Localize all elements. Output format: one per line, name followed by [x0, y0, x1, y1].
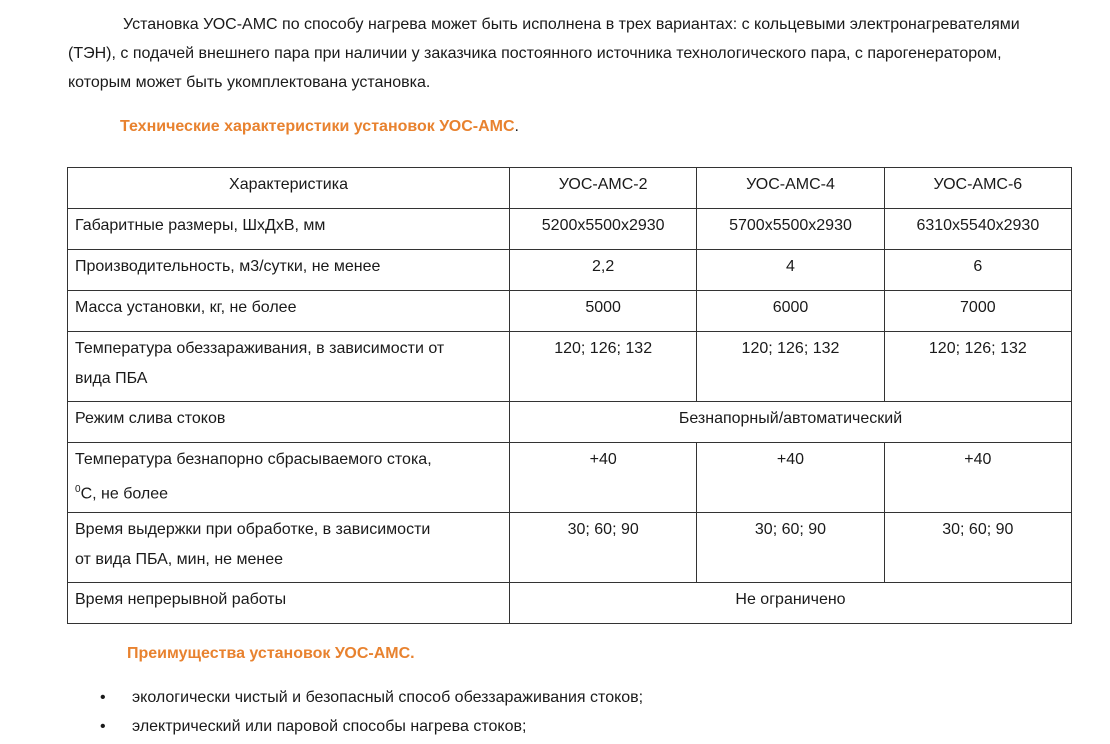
cell-value: 120; 126; 132	[697, 332, 884, 402]
cell-value: +40	[510, 443, 697, 513]
row-label-line2: от вида ПБА, мин, не менее	[75, 551, 284, 568]
table-row	[68, 513, 1072, 583]
table-header-row	[68, 168, 1072, 209]
row-label-line2: С, не более	[80, 485, 169, 503]
cell-value: 4	[697, 250, 884, 291]
cell-value: 6000	[697, 291, 884, 332]
intro-paragraph: Установка УОС-АМС по способу нагрева может быть исполнена в трех вариантах: с кольцевыми электронагревателями (ТЭН), с подачей внешнего пара при наличии у заказчика постоянного источника технологического пара, с парогенератором, которым может быть укомплектована установка.	[68, 16, 1020, 91]
list-item-text: электрический или паровой способы нагрева стоков;	[132, 718, 527, 735]
row-label: Габаритные размеры, ШхДхВ, мм	[68, 209, 510, 250]
header-model-4: УОС-АМС-4	[697, 168, 884, 209]
advantages-list	[100, 683, 643, 741]
header-model-2: УОС-АМС-2	[510, 168, 697, 209]
specs-heading-dot: .	[514, 118, 519, 135]
advantages-heading: Преимущества установок УОС-АМС.	[127, 645, 415, 662]
row-label	[68, 443, 510, 513]
table-row	[68, 250, 1072, 291]
row-label: Масса установки, кг, не более	[68, 291, 510, 332]
cell-value: 30; 60; 90	[510, 513, 697, 583]
table-row	[68, 443, 1072, 513]
cell-value: 5700x5500x2930	[697, 209, 884, 250]
header-model-6: УОС-АМС-6	[884, 168, 1071, 209]
row-label	[68, 513, 510, 583]
row-label-line1: Температура обеззараживания, в зависимости от	[75, 340, 445, 357]
cell-value: 6	[884, 250, 1071, 291]
cell-merged-value: Не ограничено	[510, 583, 1072, 624]
specs-table	[67, 167, 1072, 624]
cell-value: 5000	[510, 291, 697, 332]
specs-heading	[120, 118, 519, 136]
row-label-line1: Время выдержки при обработке, в зависимости	[75, 521, 431, 538]
row-label: Производительность, м3/сутки, не менее	[68, 250, 510, 291]
row-label	[68, 332, 510, 402]
cell-value: 120; 126; 132	[884, 332, 1071, 402]
cell-value: +40	[697, 443, 884, 513]
table-row	[68, 332, 1072, 402]
header-characteristic: Характеристика	[68, 168, 510, 209]
list-item	[100, 683, 643, 712]
row-label: Режим слива стоков	[68, 402, 510, 443]
cell-value: 2,2	[510, 250, 697, 291]
list-item	[100, 712, 643, 741]
bullet-icon: •	[100, 718, 106, 735]
cell-merged-value: Безнапорный/автоматический	[510, 402, 1072, 443]
cell-value: 6310x5540x2930	[884, 209, 1071, 250]
list-item-text: экологически чистый и безопасный способ обеззараживания стоков;	[132, 689, 644, 706]
specs-heading-text: Технические характеристики установок УОС-АМС	[120, 118, 515, 135]
cell-value: 120; 126; 132	[510, 332, 697, 402]
table-row	[68, 583, 1072, 624]
cell-value: +40	[884, 443, 1071, 513]
table-row	[68, 291, 1072, 332]
cell-value: 30; 60; 90	[884, 513, 1071, 583]
bullet-icon: •	[100, 689, 106, 706]
cell-value: 7000	[884, 291, 1071, 332]
cell-value: 5200x5500x2930	[510, 209, 697, 250]
cell-value: 30; 60; 90	[697, 513, 884, 583]
degree-superscript: 0	[75, 484, 81, 495]
table-row	[68, 402, 1072, 443]
row-label: Время непрерывной работы	[68, 583, 510, 624]
table-row	[68, 209, 1072, 250]
row-label-line2: вида ПБА	[75, 370, 148, 387]
row-label-line1: Температура безнапорно сбрасываемого стока,	[75, 451, 432, 468]
